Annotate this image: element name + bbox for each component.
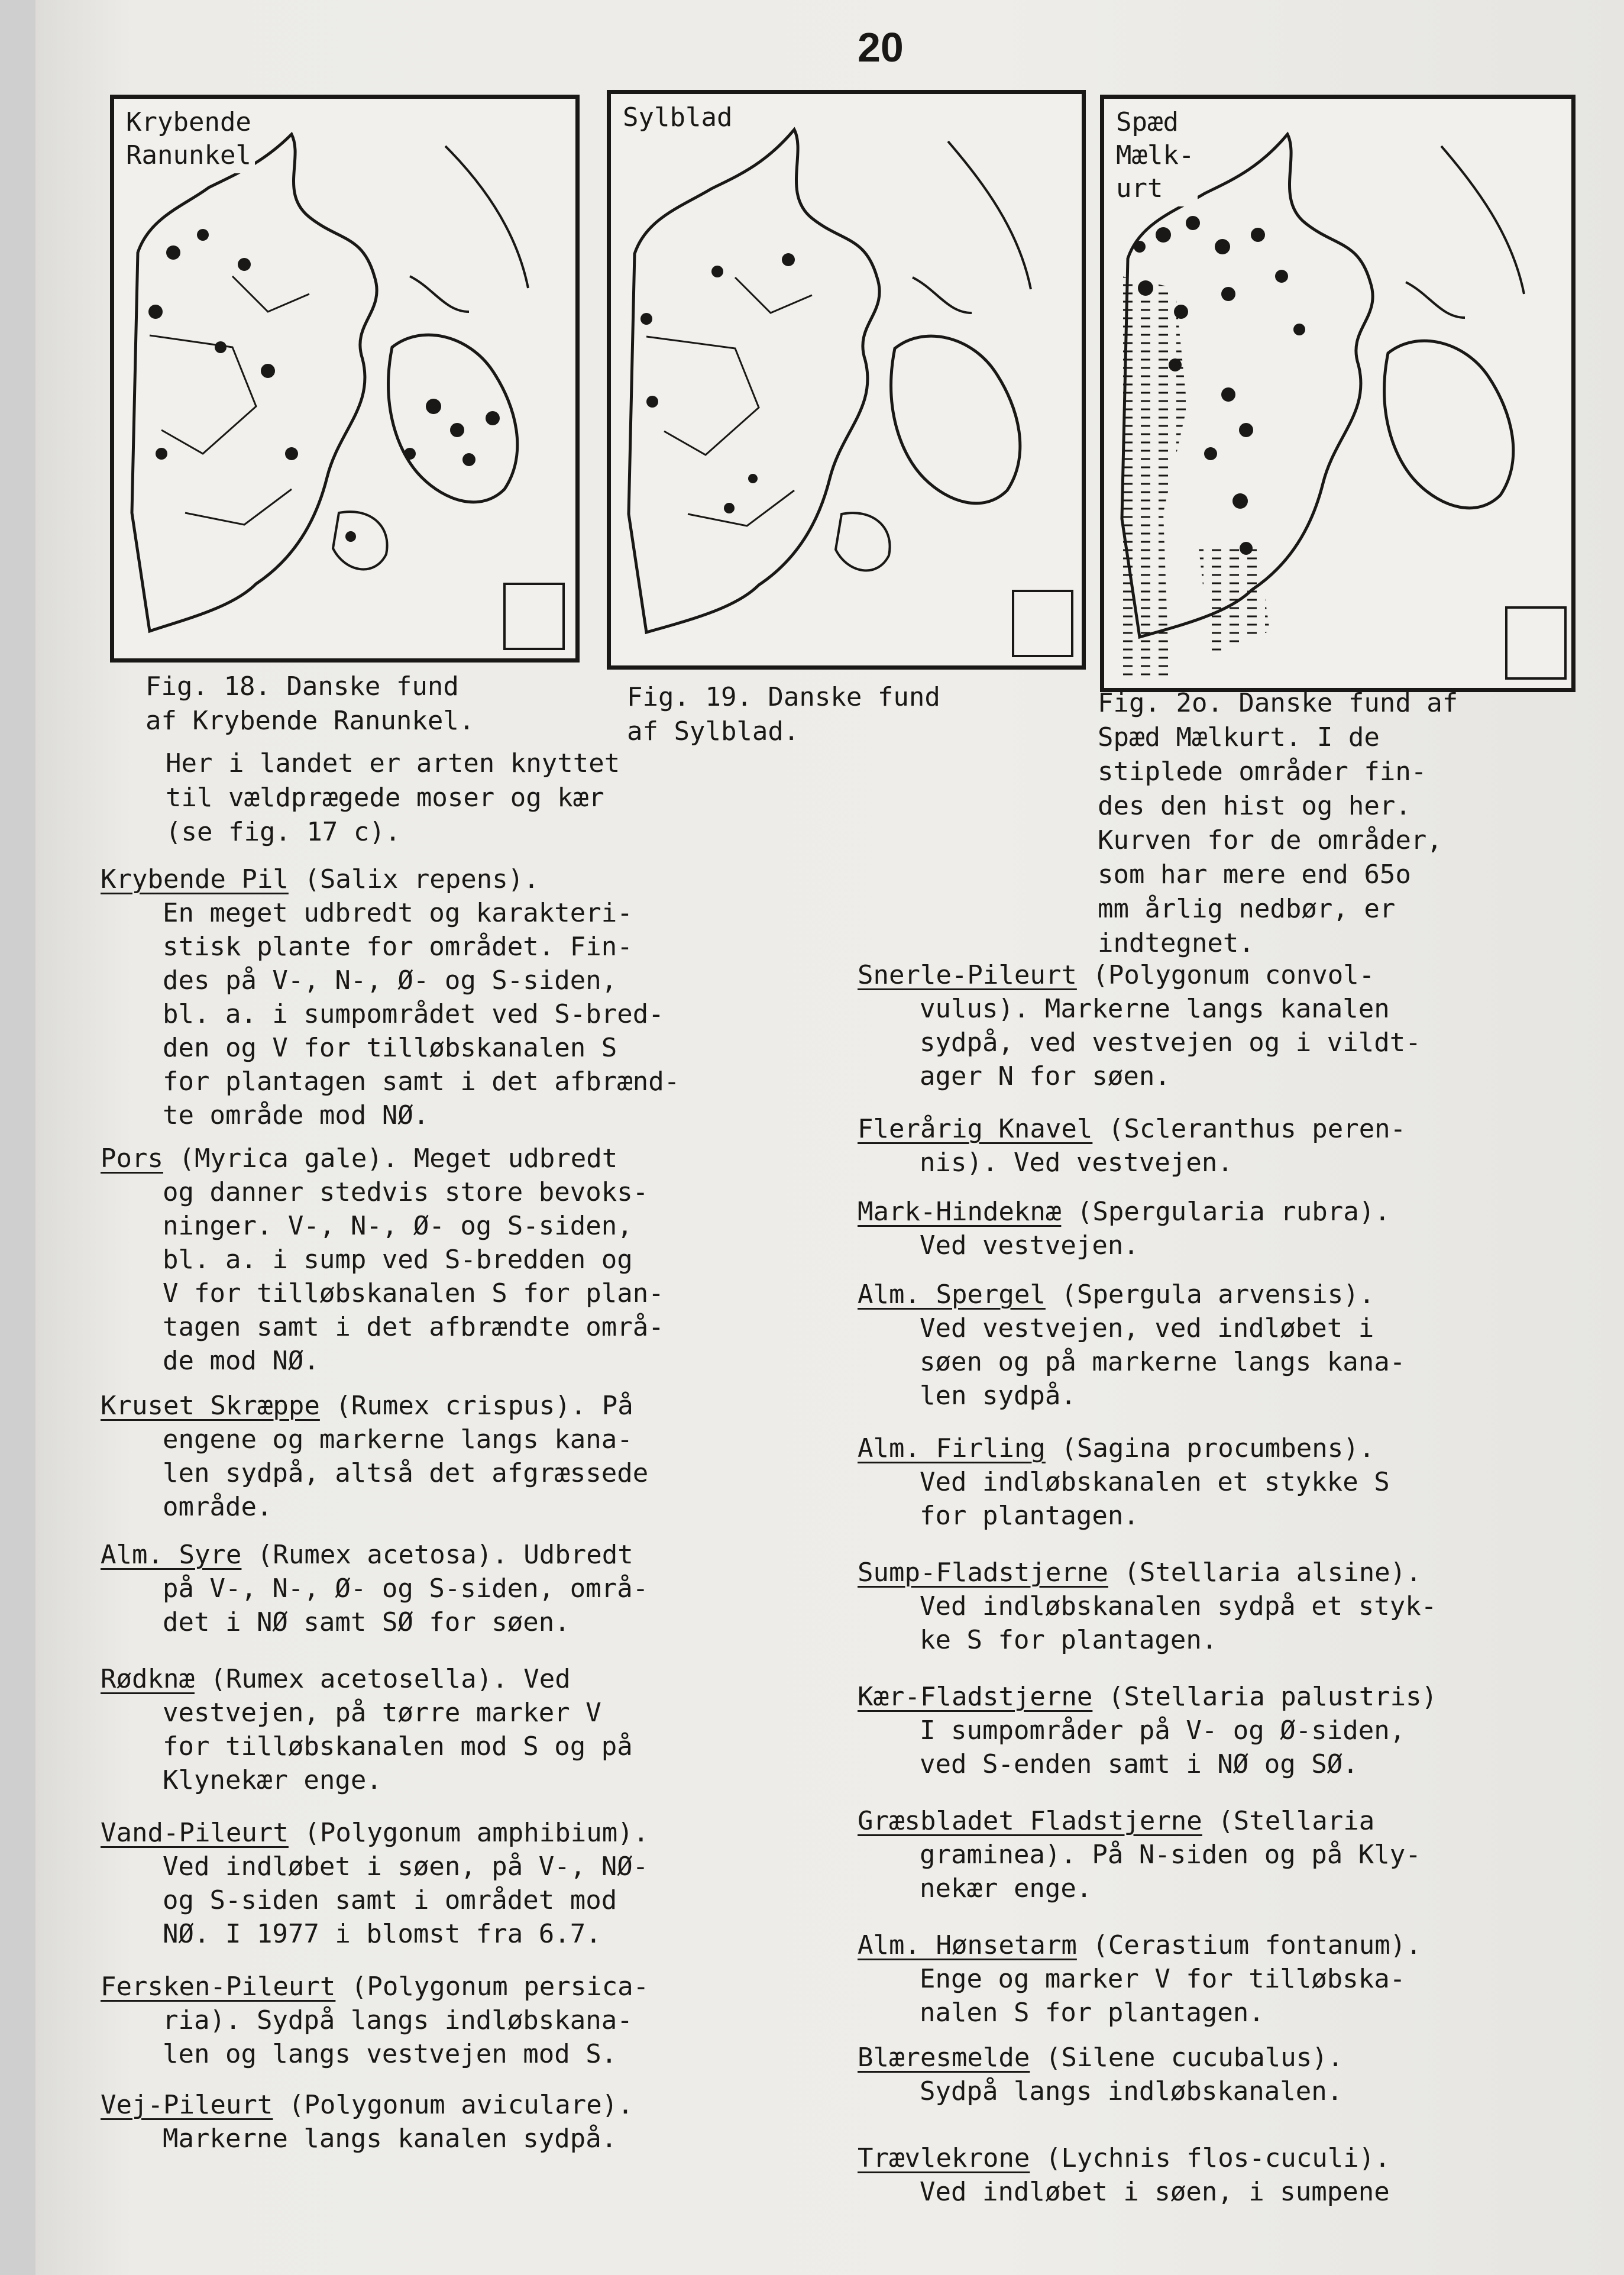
species-entry xyxy=(101,2088,633,2156)
species-name: Rødknæ xyxy=(101,1664,195,1694)
species-entry xyxy=(101,1389,648,1524)
species-name: Græsbladet Fladstjerne xyxy=(858,1806,1202,1836)
species-latin: (Spergula arvensis). xyxy=(1045,1279,1375,1310)
species-name: Fersken-Pileurt xyxy=(101,1972,336,2002)
species-latin: (Rumex crispus). På xyxy=(319,1391,633,1421)
denmark-map-fig18 xyxy=(114,99,575,658)
page-edge xyxy=(0,0,35,2275)
species-entry xyxy=(858,2041,1343,2108)
species-description: og danner stedvis store bevoks- ninger. V-, N-, Ø- og S-siden, bl. a. i sump ved S-bredden og V for tilløbskanalen S for plan- tagen samt i det afbrændte områ- de mod NØ. xyxy=(163,1177,664,1376)
map-fig19 xyxy=(607,90,1086,670)
species-name: Sump-Fladstjerne xyxy=(858,1557,1108,1588)
denmark-map-fig19 xyxy=(611,94,1082,665)
species-latin: (Scleranthus peren- xyxy=(1092,1114,1406,1144)
species-description: Ved vestvejen, ved indløbet i søen og på markerne langs kana- len sydpå. xyxy=(920,1313,1406,1411)
species-name: Kruset Skræppe xyxy=(101,1391,320,1421)
map-label-fig20: Spæd Mælk- urt xyxy=(1112,105,1198,206)
species-description: Ved indløbet i søen, i sumpene xyxy=(920,2177,1390,2207)
species-description: graminea). På N-siden og på Kly- nekær enge. xyxy=(920,1840,1421,1904)
species-latin: (Sagina procumbens). xyxy=(1045,1433,1375,1463)
species-entry xyxy=(101,862,680,1132)
species-entry xyxy=(101,1142,664,1378)
species-description: Ved indløbet i søen, på V-, NØ- og S-siden samt i området mod NØ. I 1977 i blomst fra 6.7. xyxy=(163,1851,649,1949)
caption-fig18: Fig. 18. Danske fund af Krybende Ranunkel. xyxy=(145,671,475,736)
species-name: Mark-Hindeknæ xyxy=(858,1197,1062,1227)
species-entry xyxy=(858,1112,1406,1179)
species-latin: (Cerastium fontanum). xyxy=(1076,1930,1422,1960)
species-entry xyxy=(101,1816,649,1951)
species-name: Vej-Pileurt xyxy=(101,2090,273,2120)
species-latin: (Stellaria palustris) xyxy=(1092,1682,1438,1712)
species-name: Trævlekrone xyxy=(858,2143,1030,2173)
caption-fig18-note: Her i landet er arten knyttet til vældprægede moser og kær (se fig. 17 c). xyxy=(166,748,620,847)
species-description: En meget udbredt og karakteri- stisk plante for området. Fin- des på V-, N-, Ø- og S-siden, bl. a. i sumpområdet ved S-bred- den og V for tilløbskanalen S for plantagen samt i det afbrænd- te område mod NØ. xyxy=(163,898,680,1130)
species-description: vulus). Markerne langs kanalen sydpå, ved vestvejen og i vildt- ager N for søen. xyxy=(920,994,1421,1091)
species-latin: (Stellaria alsine). xyxy=(1108,1557,1422,1588)
species-description: Enge og marker V for tilløbska- nalen S for plantagen. xyxy=(920,1964,1406,2028)
map-fig18 xyxy=(110,95,580,663)
map-label-fig18: Krybende Ranunkel xyxy=(122,105,255,173)
species-latin: (Lychnis flos-cuculi). xyxy=(1030,2143,1390,2173)
species-entry xyxy=(858,1680,1437,1781)
species-entry xyxy=(858,2141,1390,2209)
species-latin: (Polygonum persica- xyxy=(335,1972,649,2002)
species-name: Alm. Hønsetarm xyxy=(858,1930,1077,1960)
species-entry xyxy=(858,1804,1421,1905)
species-latin: (Polygonum amphibium). xyxy=(288,1818,649,1848)
species-entry xyxy=(101,1662,633,1797)
species-name: Blæresmelde xyxy=(858,2043,1030,2073)
species-description: engene og markerne langs kana- len sydpå, altså det afgræssede område. xyxy=(163,1424,649,1522)
caption-fig19: Fig. 19. Danske fund af Sylblad. xyxy=(627,682,940,747)
species-name: Alm. Spergel xyxy=(858,1279,1046,1310)
species-entry xyxy=(101,1538,648,1639)
species-entry xyxy=(858,1556,1437,1657)
species-latin: (Polygonum aviculare). xyxy=(273,2090,633,2120)
species-entry xyxy=(101,1970,649,2071)
species-latin: (Polygonum convol- xyxy=(1076,960,1375,990)
map-label-fig19: Sylblad xyxy=(619,100,736,135)
species-latin: (Spergularia rubra). xyxy=(1061,1197,1390,1227)
species-description: Ved vestvejen. xyxy=(920,1230,1139,1261)
species-name: Vand-Pileurt xyxy=(101,1818,289,1848)
species-latin: (Salix repens). xyxy=(288,864,539,894)
species-entry xyxy=(858,1431,1390,1533)
species-description: Sydpå langs indløbskanalen. xyxy=(920,2076,1343,2106)
species-latin: (Rumex acetosella). Ved xyxy=(194,1664,571,1694)
map-fig20 xyxy=(1100,95,1576,692)
species-description: Ved indløbskanalen et stykke S for plantagen. xyxy=(920,1467,1390,1531)
species-entry xyxy=(858,1195,1390,1262)
species-name: Krybende Pil xyxy=(101,864,289,894)
caption-fig20: Fig. 2o. Danske fund af Spæd Mælkurt. I de stiplede områder fin- des den hist og her. Kurven for de områder, som har mere end 65o mm årlig nedbør, er indtegnet. xyxy=(1098,688,1458,958)
species-latin: (Stellaria xyxy=(1202,1806,1375,1836)
species-description: Ved indløbskanalen sydpå et styk- ke S for plantagen. xyxy=(920,1591,1437,1655)
species-entry xyxy=(858,958,1421,1093)
species-description: I sumpområder på V- og Ø-siden, ved S-enden samt i NØ og SØ. xyxy=(920,1715,1406,1779)
page-number: 20 xyxy=(858,24,904,70)
species-latin: (Rumex acetosa). Udbredt xyxy=(241,1540,633,1570)
species-description: Markerne langs kanalen sydpå. xyxy=(163,2124,617,2154)
species-name: Kær-Fladstjerne xyxy=(858,1682,1093,1712)
species-entry xyxy=(858,1278,1405,1413)
species-latin: (Myrica gale). Meget udbredt xyxy=(163,1143,618,1174)
species-name: Alm. Firling xyxy=(858,1433,1046,1463)
species-entry xyxy=(858,1928,1422,2030)
species-description: nis). Ved vestvejen. xyxy=(920,1148,1233,1178)
species-name: Pors xyxy=(101,1143,163,1174)
species-description: ria). Sydpå langs indløbskana- len og langs vestvejen mod S. xyxy=(163,2005,633,2069)
species-name: Flerårig Knavel xyxy=(858,1114,1093,1144)
species-description: på V-, N-, Ø- og S-siden, områ- det i NØ samt SØ for søen. xyxy=(163,1573,649,1637)
species-description: vestvejen, på tørre marker V for tilløbskanalen mod S og på Klynekær enge. xyxy=(163,1698,633,1795)
species-name: Snerle-Pileurt xyxy=(858,960,1077,990)
species-latin: (Silene cucubalus). xyxy=(1030,2043,1344,2073)
species-name: Alm. Syre xyxy=(101,1540,242,1570)
